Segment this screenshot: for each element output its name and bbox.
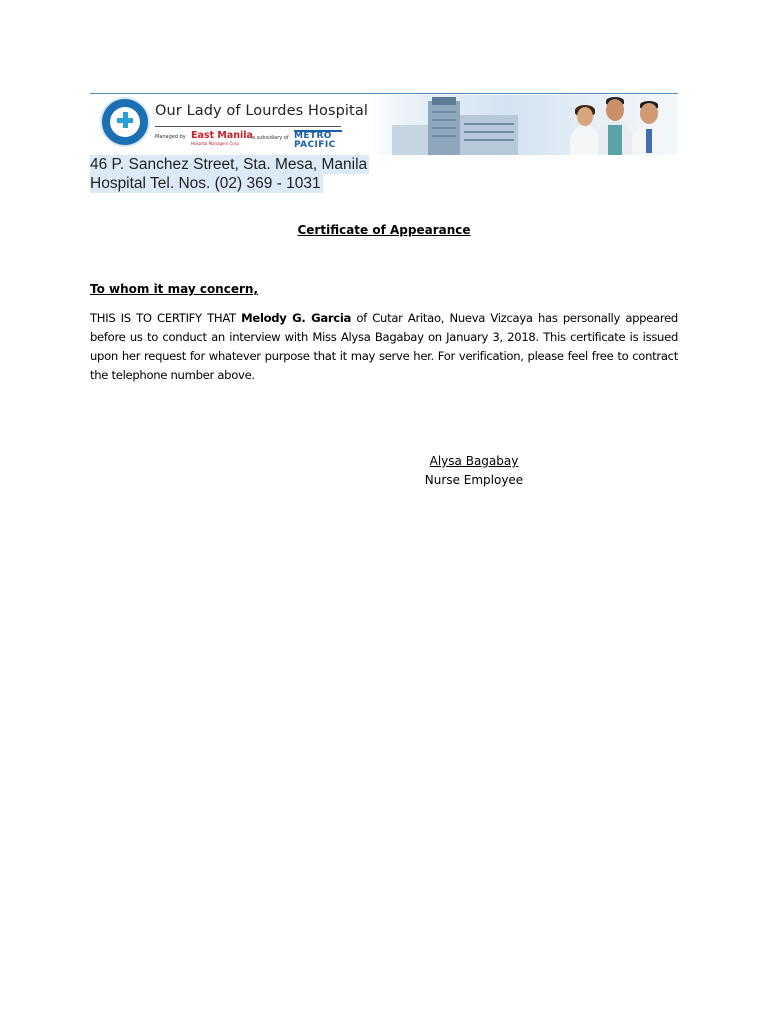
- hospital-banner-photo: [370, 95, 678, 155]
- hospital-logo-icon: [100, 97, 150, 147]
- certified-person-name: Melody G. Garcia: [241, 311, 352, 325]
- document-title: Certificate of Appearance: [297, 223, 471, 237]
- managed-by-label: Managed by: [155, 134, 186, 140]
- signatory-name: Alysa Bagabay: [429, 454, 519, 468]
- metro-word: METRO: [294, 131, 332, 141]
- pacific-word: PACIFIC: [294, 140, 336, 150]
- hospital-name: Our Lady of Lourdes Hospital: [155, 103, 368, 119]
- subsidiary-label: a subsidiary of: [252, 135, 289, 141]
- certification-paragraph: [90, 309, 678, 385]
- hospital-address: 46 P. Sanchez Street, Sta. Mesa, Manila: [90, 156, 368, 173]
- hospital-name-rule: [155, 126, 341, 127]
- letterhead-banner: [90, 95, 678, 155]
- east-manila-logo: East Manila: [191, 130, 253, 141]
- para-lead: THIS IS TO CERTIFY THAT: [90, 311, 242, 325]
- east-manila-sub: Hospital Managers Corp: [191, 141, 239, 146]
- hospital-phone: Hospital Tel. Nos. (02) 369 - 1031: [90, 175, 321, 192]
- signatory-title: Nurse Employee: [424, 473, 524, 487]
- salutation: To whom it may concern,: [90, 282, 258, 296]
- header-rule: [90, 93, 678, 94]
- metro-pacific-logo: [294, 129, 336, 150]
- para-body: of Cutar Aritao, Nueva Vizcaya has personally appeared before us to conduct an interview with Miss Alysa Bagabay on January 3, 2018. This certificate is issued upon her request for whatever purpose that it may serve her. For verification, please feel free to contract the telephone number above.: [90, 311, 678, 382]
